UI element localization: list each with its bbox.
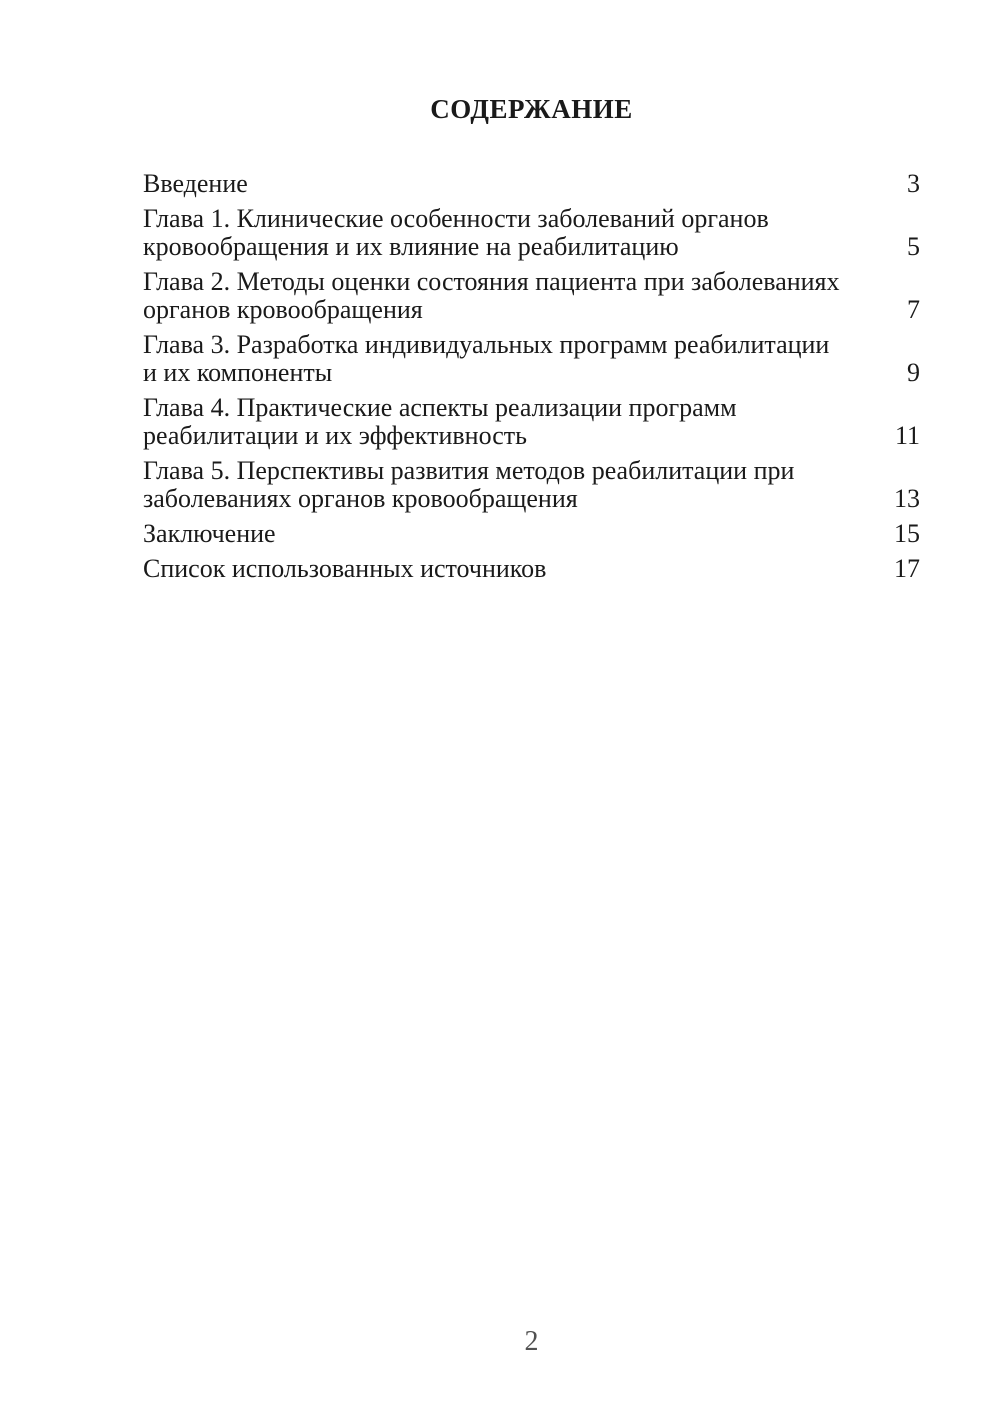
toc-entry-page-number: 3: [907, 169, 920, 198]
page-title: СОДЕРЖАНИЕ: [430, 94, 633, 124]
toc-entry-line: Глава 4. Практические аспекты реализации программ: [143, 393, 737, 422]
footer-page-number: 2: [524, 1326, 539, 1357]
toc-entry: [143, 268, 920, 324]
toc-entry-line: Глава 3. Разработка индивидуальных программ реабилитации: [143, 330, 830, 359]
toc-entry: [143, 331, 920, 387]
toc-entry-title: [143, 205, 769, 261]
toc-entry-page-number: 9: [907, 358, 920, 387]
toc-entry-title: [143, 457, 794, 513]
toc-entry-title: [143, 520, 276, 548]
toc-entry: [143, 205, 920, 261]
toc-entry-line: Глава 5. Перспективы развития методов реабилитации при: [143, 456, 795, 485]
toc-entry-line: и их компоненты: [143, 358, 333, 387]
toc-entry-title: [143, 331, 829, 387]
toc-entry-line: реабилитации и их эффективность: [143, 421, 527, 450]
toc-entry-line: Глава 2. Методы оценки состояния пациента при заболеваниях: [143, 267, 840, 296]
toc-entry-page-number: 5: [907, 232, 920, 261]
toc-entry-title: [143, 268, 840, 324]
toc-entry-line: Заключение: [143, 519, 276, 548]
toc-entry-line: Список использованных источников: [143, 554, 547, 583]
toc-entry: [143, 170, 920, 198]
toc-entry-page-number: 15: [894, 519, 920, 548]
toc-entry-line: заболеваниях органов кровообращения: [143, 484, 578, 513]
toc-entry-page-number: 11: [894, 421, 920, 450]
toc-entry-title: [143, 170, 248, 198]
toc-entry-page-number: 17: [894, 554, 920, 583]
table-of-contents: [143, 170, 920, 590]
toc-entry-title: [143, 394, 737, 450]
toc-entry-line: Введение: [143, 169, 248, 198]
toc-entry-line: Глава 1. Клинические особенности заболеваний органов: [143, 204, 769, 233]
toc-entry: [143, 394, 920, 450]
toc-entry-page-number: 13: [894, 484, 920, 513]
toc-entry-page-number: 7: [907, 295, 920, 324]
toc-entry-title: [143, 555, 546, 583]
toc-entry: [143, 457, 920, 513]
toc-entry-line: кровообращения и их влияние на реабилитацию: [143, 232, 679, 261]
toc-entry: [143, 520, 920, 548]
toc-entry: [143, 555, 920, 583]
toc-entry-line: органов кровообращения: [143, 295, 423, 324]
